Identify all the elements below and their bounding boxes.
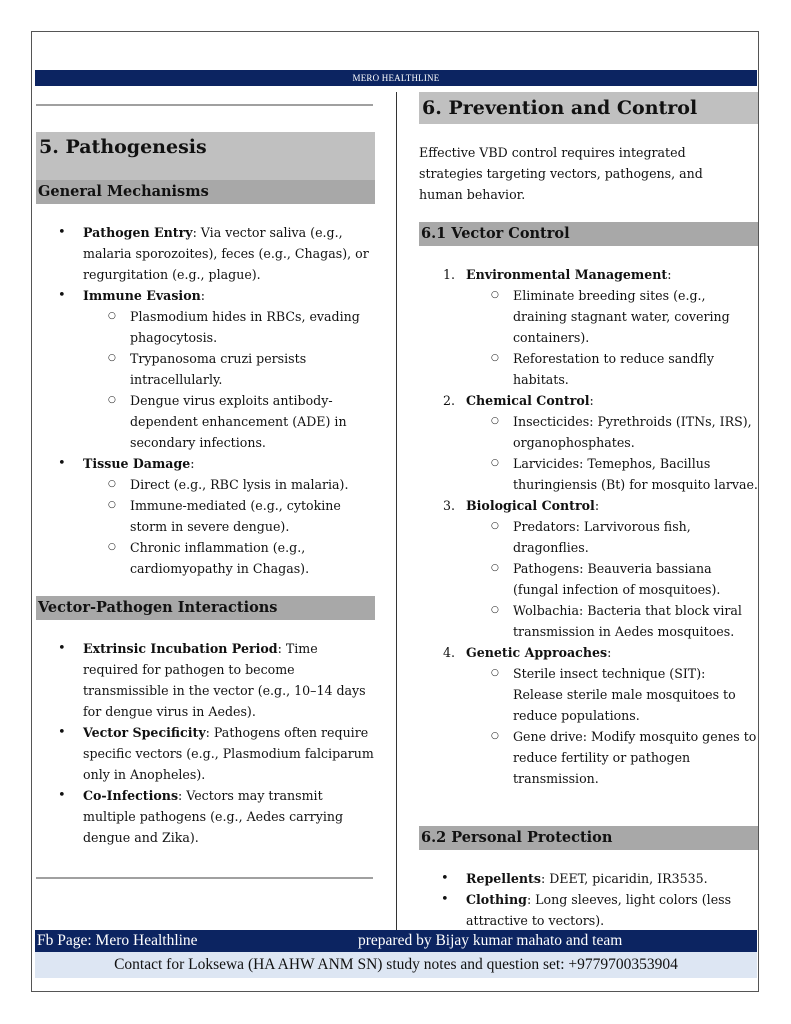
item-term: Extrinsic Incubation Period (83, 641, 278, 656)
item-text: : (200, 288, 206, 303)
sub-list (466, 663, 759, 789)
list-item (36, 638, 376, 722)
list-item (419, 889, 759, 931)
heading-general-mechanisms: General Mechanisms (36, 180, 375, 204)
footer-prepared-by: prepared by Bijay kumar mahato and team (358, 932, 623, 949)
numbered-item (419, 642, 759, 789)
item-text: : Via vector saliva (e.g., malaria sporozoites), feces (e.g., Chagas), or regurgitation (e.g., plague). (83, 225, 369, 282)
intro-paragraph: Effective VBD control requires integrated strategies targeting vectors, pathogens, and human behavior. (419, 145, 703, 202)
numbered-item (419, 495, 759, 642)
item-term: Vector Specificity (83, 725, 206, 740)
item-text: : Vectors may transmit multiple pathogens (e.g., Aedes carrying dengue and Zika). (83, 788, 344, 845)
sub-item: ○ Immune-mediated (e.g., cytokine storm in severe dengue). (83, 495, 376, 537)
sub-item: ○ Chronic inflammation (e.g., cardiomyopathy in Chagas). (83, 537, 376, 579)
sub-item: ○ Dengue virus exploits antibody-dependent enhancement (ADE) in secondary infections. (83, 390, 376, 453)
item-term: Chemical Control (466, 393, 590, 408)
item-term: Environmental Management (466, 267, 668, 282)
sub-list (83, 474, 376, 579)
item-text: : Time required for pathogen to become transmissible in the vector (e.g., 10–14 days for dengue virus in Aedes). (83, 641, 366, 719)
item-text: : (190, 456, 195, 471)
sub-list (466, 411, 759, 495)
item-term: Genetic Approaches (466, 645, 608, 660)
sub-item: ○ Pathogens: Beauveria bassiana (fungal infection of mosquitoes). (466, 558, 759, 600)
item-term: Tissue Damage (83, 456, 191, 471)
sub-item: ○ Plasmodium hides in RBCs, evading phagocytosis. (83, 306, 376, 348)
item-term: Repellents (466, 871, 541, 886)
item-term: Immune Evasion (83, 288, 201, 303)
sub-item: ○ Sterile insect technique (SIT): Release sterile male mosquitoes to reduce populations. (466, 663, 759, 726)
sub-item: ○ Gene drive: Modify mosquito genes to reduce fertility or pathogen transmission. (466, 726, 759, 789)
list-item (36, 453, 376, 579)
sub-item: ○ Larvicides: Temephos, Bacillus thuringiensis (Bt) for mosquito larvae. (466, 453, 759, 495)
vector-control-list (419, 264, 759, 789)
item-text: : Pathogens often require specific vectors (e.g., Plasmodium falciparum only in Anopheles). (83, 725, 374, 782)
item-number: 3. (443, 498, 456, 513)
sub-list (83, 306, 376, 453)
footer-bar (35, 930, 757, 952)
header-brand: MERO HEALTHLINE (352, 73, 440, 83)
header-bar (35, 70, 757, 86)
item-number: 4. (443, 645, 456, 660)
sub-item: ○ Trypanosoma cruzi persists intracellularly. (83, 348, 376, 390)
item-text: : Long sleeves, light colors (less attractive to vectors). (466, 892, 732, 928)
item-number: 1. (443, 267, 456, 282)
column-divider (396, 92, 397, 930)
footer-contact: Contact for Loksewa (HA AHW ANM SN) study notes and question set: +9779700353904 (35, 952, 757, 978)
item-text: : DEET, picaridin, IR3535. (540, 871, 708, 886)
sub-list (466, 285, 759, 390)
sub-item: ○ Eliminate breeding sites (e.g., draining stagnant water, covering containers). (466, 285, 759, 348)
sub-item: ○ Reforestation to reduce sandfly habitats. (466, 348, 759, 390)
numbered-item (419, 264, 759, 390)
left-top-rule (36, 104, 373, 106)
numbered-item (419, 390, 759, 495)
sub-list (466, 516, 759, 642)
sub-item: ○ Direct (e.g., RBC lysis in malaria). (83, 474, 376, 495)
left-bottom-rule (36, 877, 373, 879)
list-item (36, 785, 376, 848)
item-text: : (607, 645, 612, 660)
item-term: Biological Control (466, 498, 595, 513)
heading-vector-pathogen: Vector-Pathogen Interactions (36, 596, 375, 620)
general-mechanisms-list (36, 222, 376, 579)
heading-personal-protection: 6.2 Personal Protection (419, 826, 758, 850)
list-item (36, 722, 376, 785)
item-text: : (667, 267, 672, 282)
item-text: : (589, 393, 594, 408)
item-term: Co-Infections (83, 788, 179, 803)
section-title-prevention: 6. Prevention and Control (419, 92, 758, 124)
list-item (36, 285, 376, 453)
sub-item: ○ Wolbachia: Bacteria that block viral transmission in Aedes mosquitoes. (466, 600, 759, 642)
item-number: 2. (443, 393, 456, 408)
vector-pathogen-list (36, 638, 376, 848)
item-term: Clothing (466, 892, 527, 907)
section-title-pathogenesis: 5. Pathogenesis (36, 132, 375, 180)
list-item (36, 222, 376, 285)
list-item (419, 868, 759, 889)
sub-item: ○ Insecticides: Pyrethroids (ITNs, IRS), organophosphates. (466, 411, 759, 453)
footer-fb-page: Fb Page: Mero Healthline (37, 932, 198, 949)
heading-vector-control: 6.1 Vector Control (419, 222, 758, 246)
personal-protection-list (419, 868, 759, 931)
item-term: Pathogen Entry (83, 225, 193, 240)
sub-item: ○ Predators: Larvivorous fish, dragonflies. (466, 516, 759, 558)
item-text: : (594, 498, 600, 513)
